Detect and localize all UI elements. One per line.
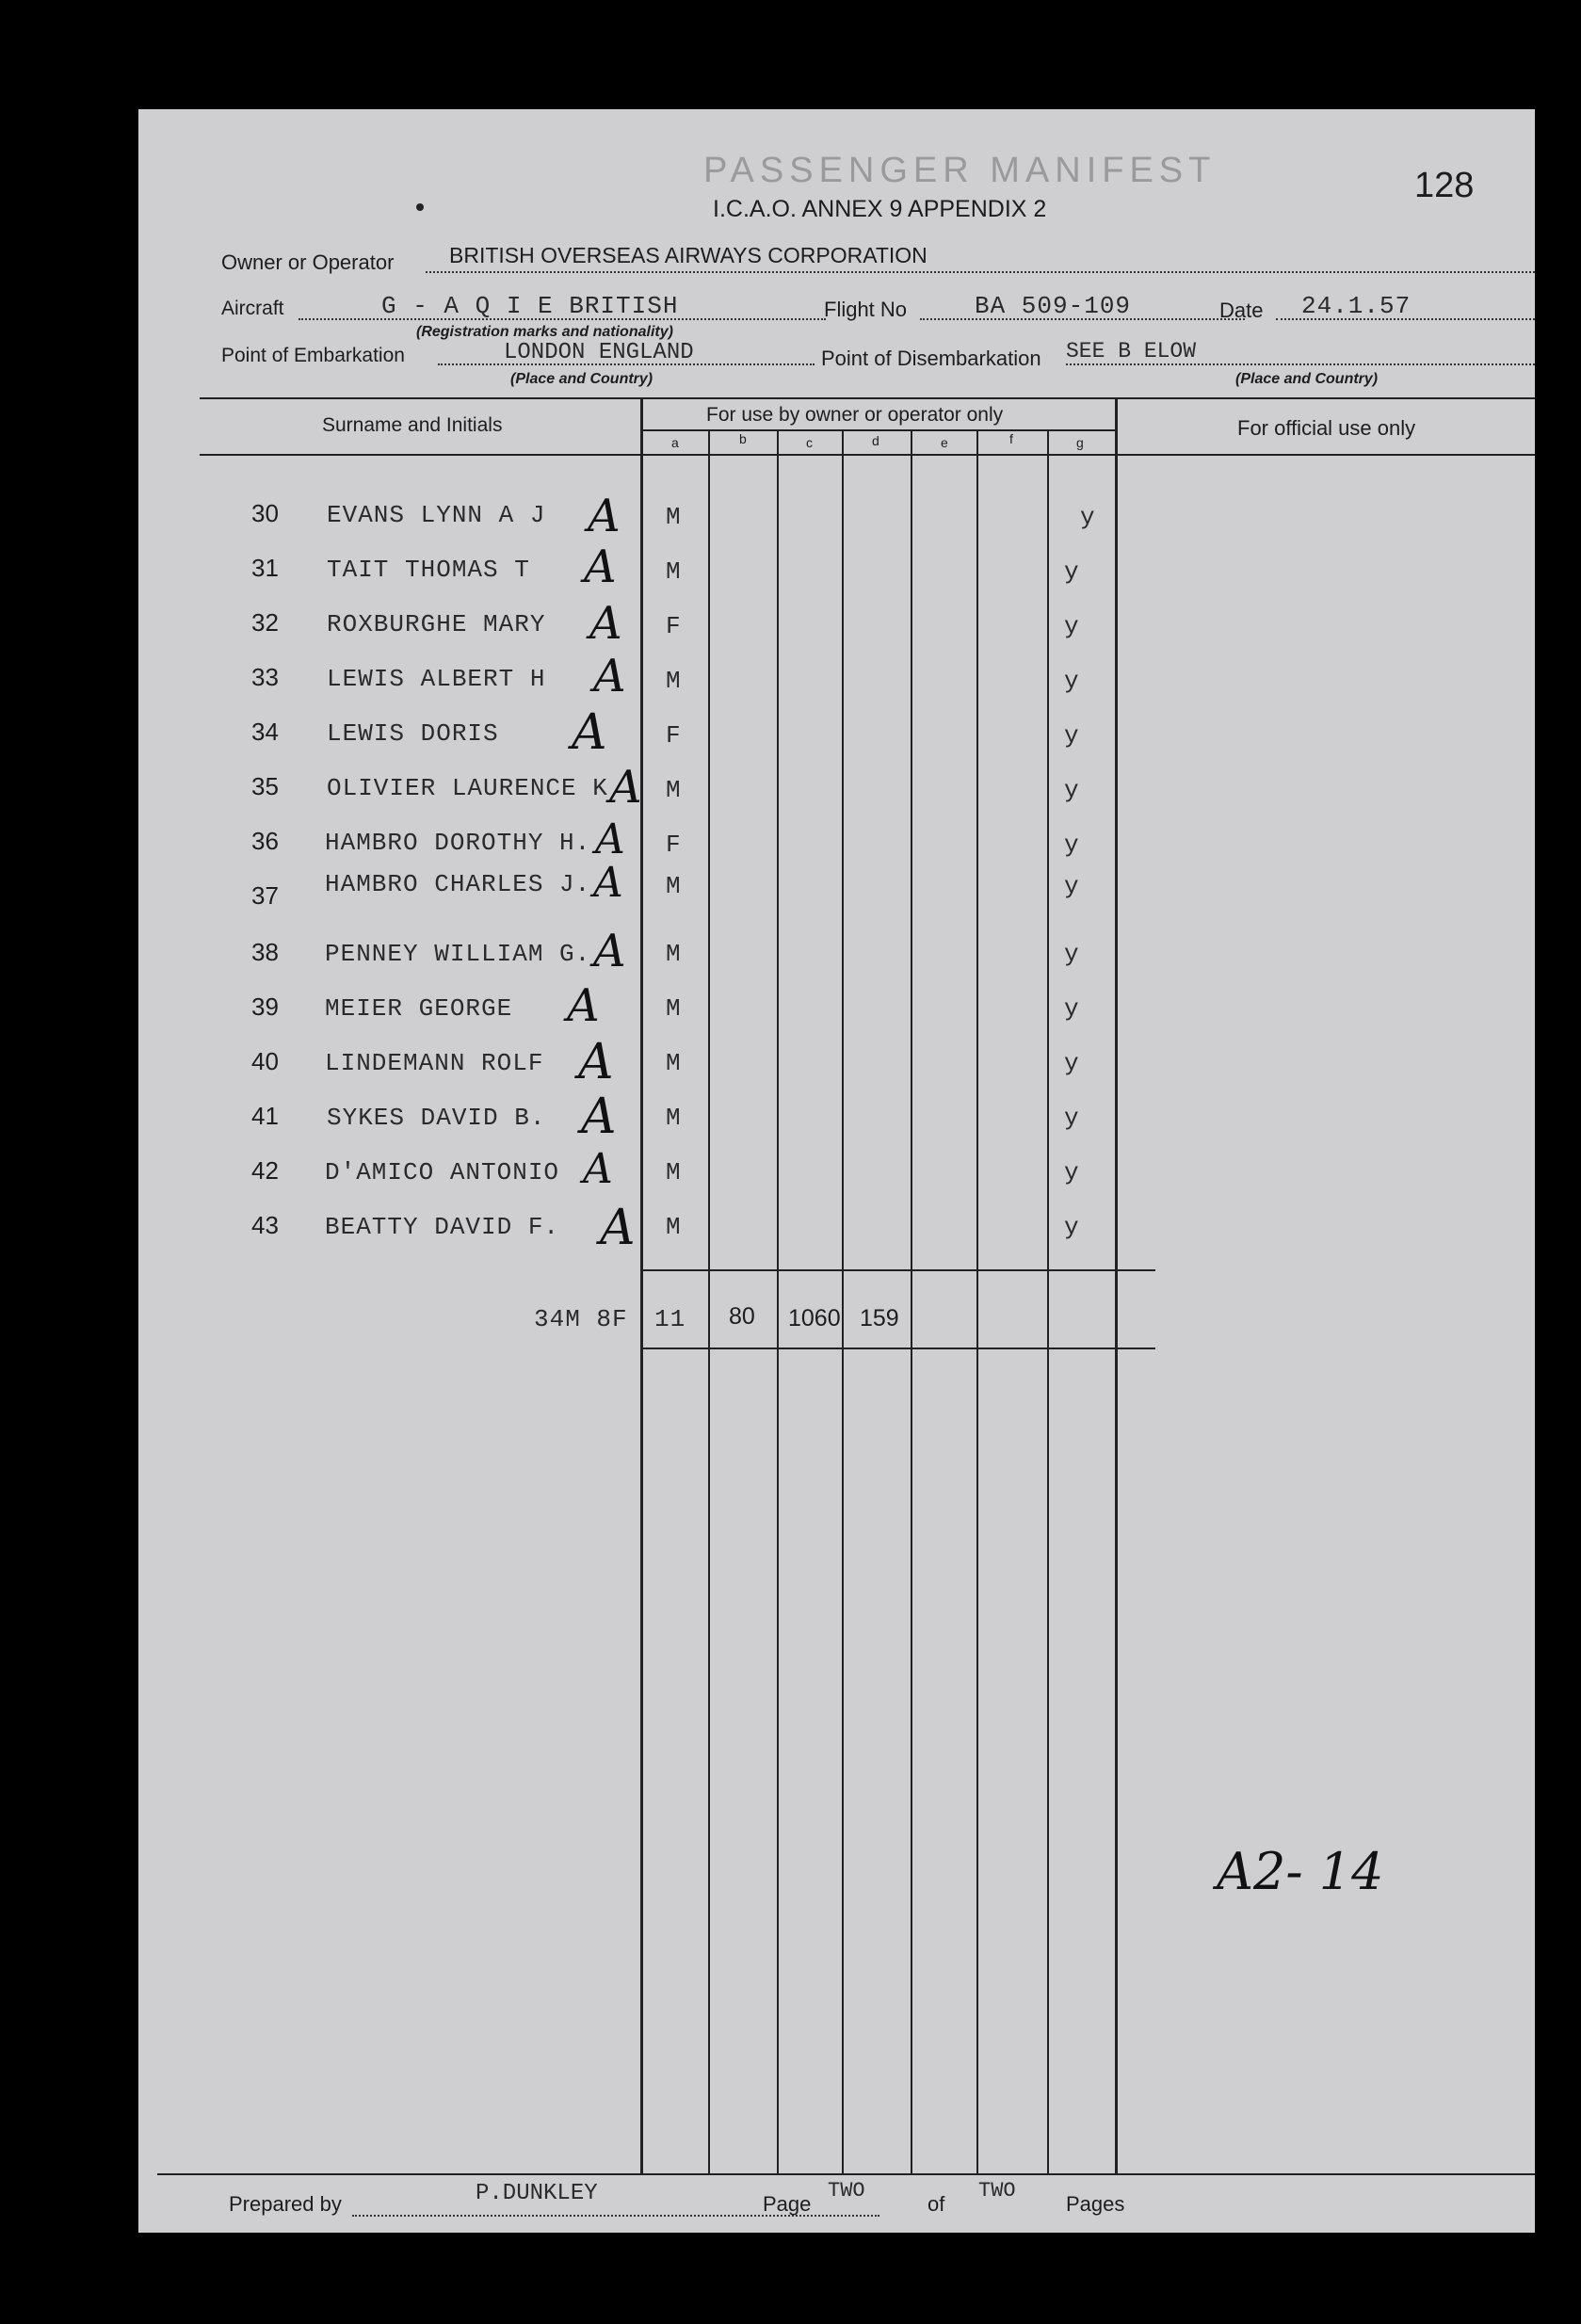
handwritten-mark: A xyxy=(609,761,642,814)
row-number: 39 xyxy=(251,993,279,1021)
row-number: 37 xyxy=(251,881,279,910)
passenger-name: LEWIS DORIS xyxy=(327,719,499,748)
col-line-d xyxy=(842,429,844,2173)
passenger-name: D'AMICO ANTONIO xyxy=(325,1158,560,1186)
table-header-rule xyxy=(200,454,1535,456)
aircraft-value: G - A Q I E BRITISH xyxy=(381,292,679,320)
row-number: 38 xyxy=(251,938,279,966)
disembark-dotted-line xyxy=(1066,363,1535,365)
pages-label: Pages xyxy=(1066,2192,1125,2216)
passenger-name: BEATTY DAVID F. xyxy=(325,1213,560,1241)
aircraft-label: Aircraft xyxy=(221,298,284,319)
col-g-value: y xyxy=(1064,872,1080,900)
col-a-value: M xyxy=(666,503,682,531)
handwritten-mark: A xyxy=(588,490,621,542)
col-g-value: y xyxy=(1064,557,1080,586)
totals-label: 34M 8F xyxy=(534,1305,628,1333)
totals-col-d: 159 xyxy=(860,1305,899,1331)
col-a-value: M xyxy=(666,1158,682,1186)
row-number: 31 xyxy=(251,554,279,582)
col-a-value: M xyxy=(666,557,682,586)
handwritten-mark: A xyxy=(578,1034,614,1090)
disembark-value: SEE B ELOW xyxy=(1066,339,1197,363)
handwritten-mark: A xyxy=(567,979,600,1032)
manifest-subtitle: I.C.A.O. ANNEX 9 APPENDIX 2 xyxy=(713,196,1047,222)
manifest-title: PASSENGER MANIFEST xyxy=(703,151,1217,190)
col-line-c xyxy=(777,429,779,2173)
passenger-name: EVANS LYNN A J xyxy=(327,501,546,529)
of-value: TWO xyxy=(978,2179,1016,2203)
owner-dotted-line xyxy=(426,271,1535,273)
col-line-f xyxy=(976,429,978,2173)
handwritten-mark: A xyxy=(593,925,626,977)
col-a-value: M xyxy=(666,1104,682,1132)
col-g-value: y xyxy=(1064,1049,1080,1077)
col-g-value: y xyxy=(1064,1158,1080,1186)
col-a-value: F xyxy=(666,612,682,640)
subcol-f: f xyxy=(1009,431,1013,446)
col-a-value: F xyxy=(666,721,682,750)
row-number: 42 xyxy=(251,1156,279,1185)
row-number: 30 xyxy=(251,499,279,527)
embark-label: Point of Embarkation xyxy=(221,345,405,366)
col-line-b xyxy=(708,429,710,2173)
flight-value: BA 509-109 xyxy=(975,292,1132,320)
manifest-sheet xyxy=(138,109,1535,2233)
passenger-name: TAIT THOMAS T xyxy=(327,556,530,584)
subcol-c: c xyxy=(806,435,813,450)
row-number: 32 xyxy=(251,608,279,637)
subcol-e: e xyxy=(941,435,948,450)
passenger-name: ROXBURGHE MARY xyxy=(327,610,546,638)
col-a-value: M xyxy=(666,1213,682,1241)
header-owner-use: For use by owner or operator only xyxy=(706,404,1004,426)
col-g-value: y xyxy=(1064,831,1080,859)
col-a-value: M xyxy=(666,776,682,804)
passenger-name: MEIER GEORGE xyxy=(325,994,513,1023)
col-a-value: M xyxy=(666,872,682,900)
handwritten-annotation: A2- 14 xyxy=(1217,1842,1384,1901)
aircraft-note: (Registration marks and nationality) xyxy=(416,324,673,340)
totals-col-c: 1060 xyxy=(788,1305,841,1331)
page-value: TWO xyxy=(828,2179,865,2203)
row-number: 33 xyxy=(251,663,279,691)
col-a-value: M xyxy=(666,940,682,968)
col-line-official xyxy=(1115,397,1118,2173)
passenger-name: PENNEY WILLIAM G. xyxy=(325,940,591,968)
totals-bottom-rule xyxy=(642,1348,1155,1349)
passenger-name: HAMBRO DOROTHY H. xyxy=(325,829,591,857)
totals-top-rule xyxy=(642,1269,1155,1271)
col-g-value: y xyxy=(1080,503,1096,531)
subcol-d: d xyxy=(872,433,879,448)
subcol-a: a xyxy=(671,435,679,450)
date-value: 24.1.57 xyxy=(1301,292,1412,320)
handwritten-mark: A xyxy=(600,1200,636,1256)
row-number: 36 xyxy=(251,827,279,855)
col-a-value: M xyxy=(666,667,682,695)
col-a-value: M xyxy=(666,1049,682,1077)
col-a-value: M xyxy=(666,994,682,1023)
passenger-name: OLIVIER LAURENCE K xyxy=(327,774,608,802)
col-line-a xyxy=(640,397,643,2173)
row-number: 34 xyxy=(251,718,279,746)
row-number: 35 xyxy=(251,772,279,800)
col-g-value: y xyxy=(1064,612,1080,640)
row-number: 40 xyxy=(251,1047,279,1075)
subcol-b: b xyxy=(739,431,747,446)
header-official-use: For official use only xyxy=(1237,416,1416,440)
col-line-e xyxy=(911,429,912,2173)
col-g-value: y xyxy=(1064,994,1080,1023)
bullet-mark xyxy=(416,203,424,211)
subcol-g: g xyxy=(1076,435,1084,450)
passenger-name: SYKES DAVID B. xyxy=(327,1104,546,1132)
handwritten-mark: A xyxy=(589,597,622,650)
totals-col-a: 11 xyxy=(654,1305,686,1333)
handwritten-mark: A xyxy=(584,541,617,593)
passenger-name: LINDEMANN ROLF xyxy=(325,1049,544,1077)
footer-rule xyxy=(157,2173,1535,2175)
handwritten-mark: A xyxy=(595,815,625,863)
prepared-label: Prepared by xyxy=(229,2192,342,2216)
row-number: 43 xyxy=(251,1211,279,1239)
disembark-label: Point of Disembarkation xyxy=(821,347,1041,370)
col-g-value: y xyxy=(1064,776,1080,804)
col-g-value: y xyxy=(1064,667,1080,695)
table-top-rule xyxy=(200,397,1535,399)
header-surname: Surname and Initials xyxy=(322,414,503,436)
passenger-name: LEWIS ALBERT H xyxy=(327,665,546,693)
col-line-g xyxy=(1047,429,1049,2173)
page-label: Page xyxy=(763,2192,812,2216)
page-number: 128 xyxy=(1414,166,1475,205)
col-g-value: y xyxy=(1064,721,1080,750)
handwritten-mark: A xyxy=(572,704,607,761)
prepared-value: P.DUNKLEY xyxy=(476,2181,598,2206)
embark-note: (Place and Country) xyxy=(510,371,653,387)
of-label: of xyxy=(928,2192,945,2216)
passenger-name: HAMBRO CHARLES J. xyxy=(325,870,591,898)
handwritten-mark: A xyxy=(581,1089,617,1145)
col-g-value: y xyxy=(1064,1213,1080,1241)
disembark-note: (Place and Country) xyxy=(1235,371,1379,387)
col-g-value: y xyxy=(1064,1104,1080,1132)
owner-value: BRITISH OVERSEAS AIRWAYS CORPORATION xyxy=(449,243,928,267)
row-number: 41 xyxy=(251,1102,279,1130)
handwritten-mark: A xyxy=(583,1145,613,1193)
embark-value: LONDON ENGLAND xyxy=(504,340,694,365)
col-a-value: F xyxy=(666,831,682,859)
handwritten-mark: A xyxy=(593,650,626,702)
handwritten-mark: A xyxy=(593,859,623,907)
col-g-value: y xyxy=(1064,940,1080,968)
totals-col-b: 80 xyxy=(729,1303,755,1330)
owner-label: Owner or Operator xyxy=(221,250,395,274)
date-label: Date xyxy=(1219,299,1264,322)
flight-label: Flight No xyxy=(824,298,908,321)
